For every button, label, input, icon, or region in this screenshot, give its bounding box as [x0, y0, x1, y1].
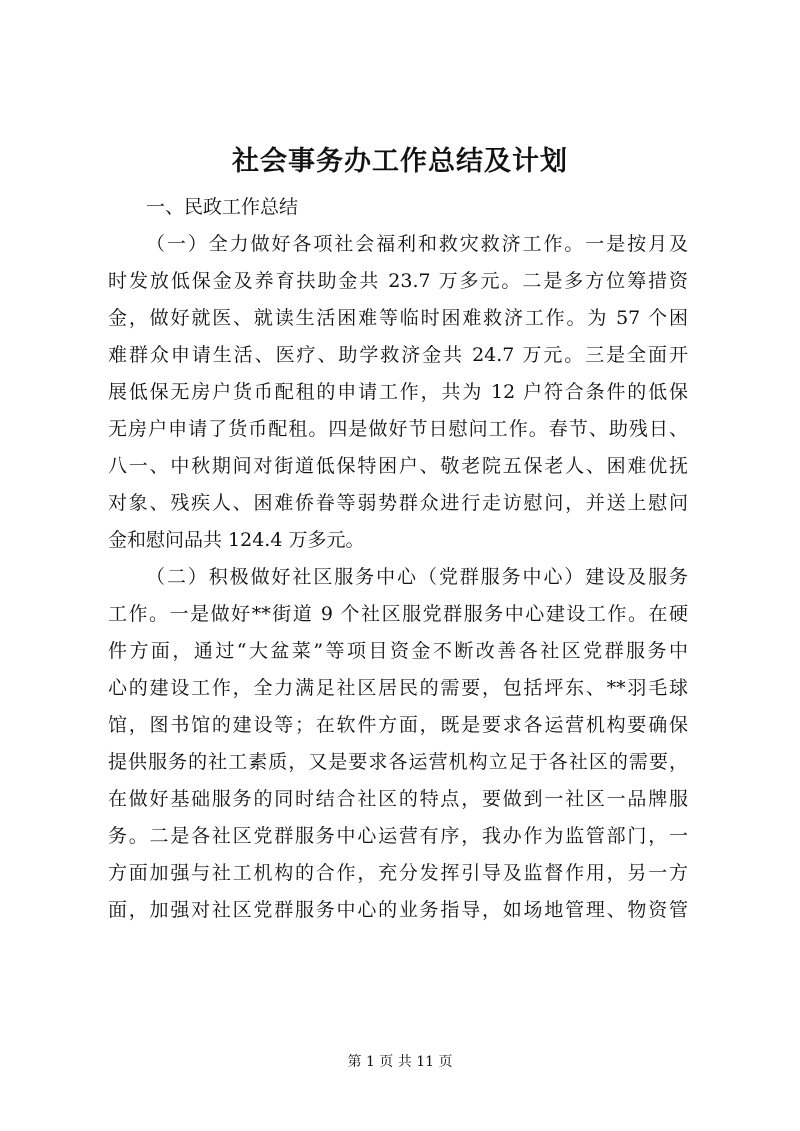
- text-line: 心的建设工作，全力满足社区居民的需要，包括坪东、**羽毛球: [108, 677, 688, 699]
- text-line: 在做好基础服务的同时结合社区的特点，要做到一社区一品牌服: [108, 788, 688, 810]
- page-footer: 第 1 页 共 11 页: [347, 1054, 453, 1070]
- text-line: 件方面，通过“大盆菜”等项目资金不断改善各社区党群服务中: [108, 640, 688, 662]
- text-line: （二）积极做好社区服务中心（党群服务中心）建设及服务: [146, 566, 688, 588]
- text-line: 务。二是各社区党群服务中心运营有序，我办作为监管部门，一: [108, 825, 688, 847]
- document-body: [108, 189, 688, 929]
- text-line: 八一、中秋期间对街道低保特困户、敬老院五保老人、困难优抚: [108, 455, 688, 477]
- section-heading: 一、民政工作总结: [146, 196, 299, 218]
- paragraph-2: [108, 559, 688, 929]
- text-line: 时发放低保金及养育扶助金共 23.7 万多元。二是多方位筹措资: [108, 270, 688, 292]
- text-line: 面，加强对社区党群服务中心的业务指导，如场地管理、物资管: [108, 899, 688, 921]
- text-line: 工作。一是做好**街道 9 个社区服党群服务中心建设工作。在硬: [108, 603, 688, 625]
- text-line: 对象、残疾人、困难侨眷等弱势群众进行走访慰问，并送上慰问: [108, 492, 688, 514]
- paragraph-1: [108, 226, 688, 559]
- text-line: 金和慰问品共 124.4 万多元。: [108, 529, 365, 551]
- text-line: 方面加强与社工机构的合作，充分发挥引导及监督作用，另一方: [108, 862, 688, 884]
- text-line: 无房户申请了货币配租。四是做好节日慰问工作。春节、助残日、: [108, 418, 688, 440]
- text-line: 金，做好就医、就读生活困难等临时困难救济工作。为 57 个困: [108, 307, 688, 329]
- text-line: 馆，图书馆的建设等；在软件方面，既是要求各运营机构要确保: [108, 714, 688, 736]
- text-line: 提供服务的社工素质，又是要求各运营机构立足于各社区的需要，: [108, 751, 688, 773]
- text-line: 展低保无房户货币配租的申请工作，共为 12 户符合条件的低保: [108, 381, 688, 403]
- text-line: 难群众申请生活、医疗、助学救济金共 24.7 万元。三是全面开: [108, 344, 688, 366]
- text-line: （一）全力做好各项社会福利和救灾救济工作。一是按月及: [146, 233, 688, 255]
- document-title: 社会事务办工作总结及计划: [232, 146, 568, 177]
